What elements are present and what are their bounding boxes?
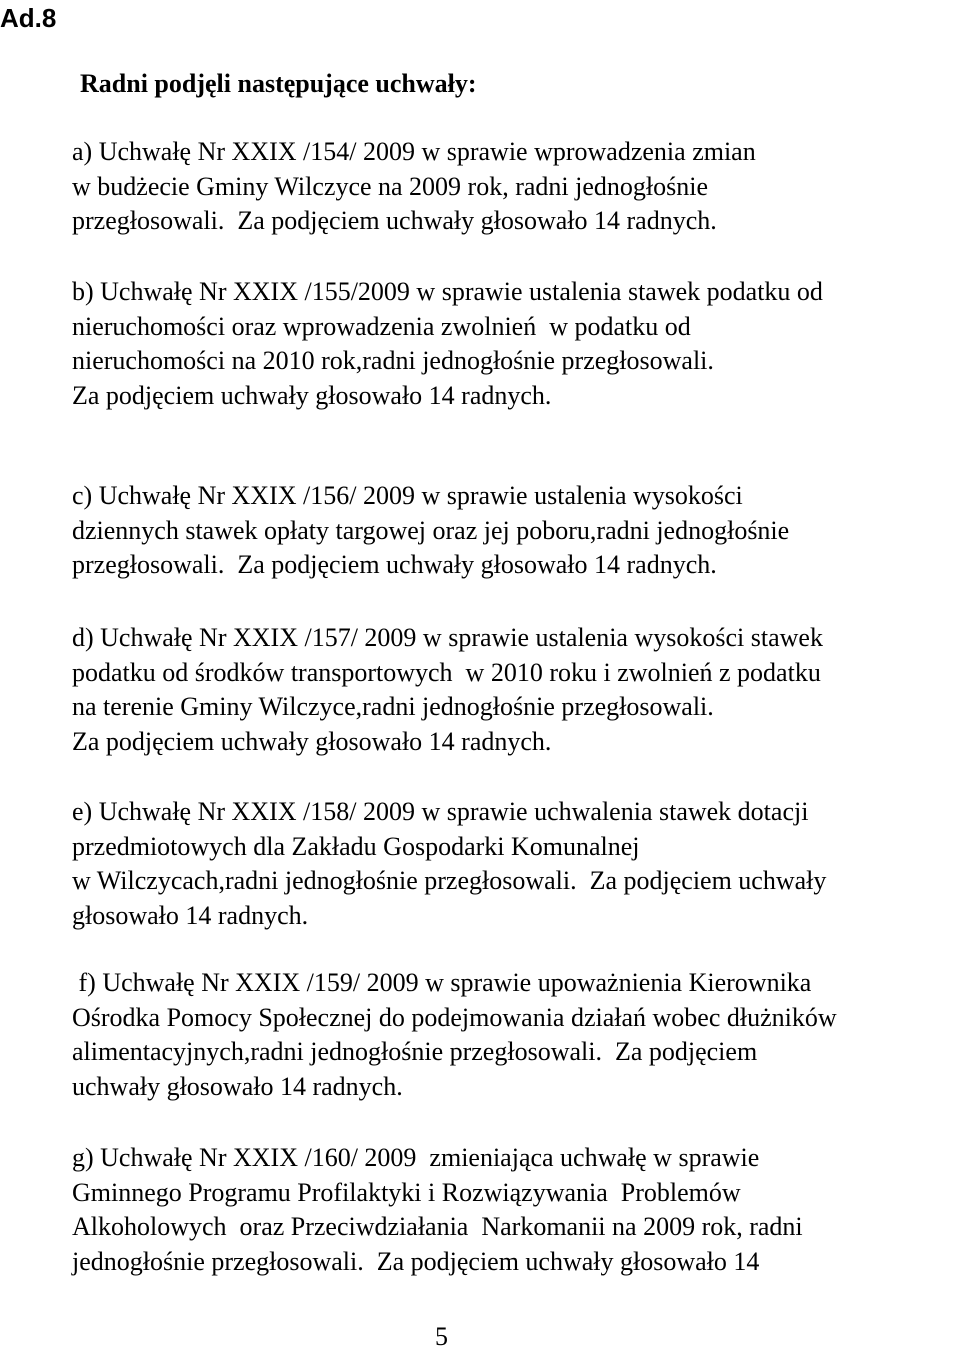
paragraph-line: f) Uchwałę Nr XXIX /159/ 2009 w sprawie upoważnienia Kierownika xyxy=(72,968,812,997)
paragraph-line: Gminnego Programu Profilaktyki i Rozwiązywania Problemów xyxy=(72,1177,741,1207)
paragraph-line: przegłosowali. Za podjęciem uchwały głosowało 14 radnych. xyxy=(72,206,717,235)
paragraph-line: nieruchomości na 2010 rok,radni jednogłośnie przegłosowali. xyxy=(72,346,714,375)
paragraph-line: nieruchomości oraz wprowadzenia zwolnień w podatku od xyxy=(72,311,691,341)
section-title: Radni podjęli następujące uchwały: xyxy=(80,69,477,98)
paragraph-line: g) Uchwałę Nr XXIX /160/ 2009 zmieniająca uchwałę w sprawie xyxy=(72,1143,760,1172)
paragraph-line: Alkoholowych oraz Przeciwdziałania Narkomanii na 2009 rok, radni xyxy=(72,1212,803,1241)
resolution-paragraph-d xyxy=(72,621,960,759)
resolution-paragraph-c xyxy=(72,479,960,583)
paragraph-line: na terenie Gminy Wilczyce,radni jednogłośnie przegłosowali. xyxy=(72,692,714,721)
resolution-paragraph-f xyxy=(72,966,960,1104)
paragraph-line: jednogłośnie przegłosowali. Za podjęciem uchwały głosowało 14 xyxy=(72,1246,760,1276)
resolution-paragraph-e xyxy=(72,795,960,933)
paragraph-line: głosowało 14 radnych. xyxy=(72,900,309,930)
resolution-paragraph-a xyxy=(72,135,960,239)
paragraph-line: a) Uchwałę Nr XXIX /154/ 2009 w sprawie wprowadzenia zmian xyxy=(72,137,756,166)
paragraph-line: dziennych stawek opłaty targowej oraz jej poboru,radni jednogłośnie xyxy=(72,515,790,545)
paragraph-line: c) Uchwałę Nr XXIX /156/ 2009 w sprawie ustalenia wysokości xyxy=(72,481,743,510)
paragraph-line: podatku od środków transportowych w 2010 roku i zwolnień z podatku xyxy=(72,657,821,687)
agenda-item-heading: Ad.8 xyxy=(0,3,57,33)
paragraph-line: e) Uchwałę Nr XXIX /158/ 2009 w sprawie uchwalenia stawek dotacji xyxy=(72,797,809,826)
paragraph-line: uchwały głosowało 14 radnych. xyxy=(72,1071,403,1101)
page-number: 5 xyxy=(435,1322,448,1351)
paragraph-line: b) Uchwałę Nr XXIX /155/2009 w sprawie ustalenia stawek podatku od xyxy=(72,277,823,306)
paragraph-line: przedmiotowych dla Zakładu Gospodarki Komunalnej xyxy=(72,831,640,861)
resolution-paragraph-b xyxy=(72,275,960,413)
paragraph-line: Za podjęciem uchwały głosowało 14 radnych. xyxy=(72,726,552,756)
paragraph-line: przegłosowali. Za podjęciem uchwały głosowało 14 radnych. xyxy=(72,550,717,579)
paragraph-line: w budżecie Gminy Wilczyce na 2009 rok, radni jednogłośnie xyxy=(72,171,709,201)
paragraph-line: Ośrodka Pomocy Społecznej do podejmowania działań wobec dłużników xyxy=(72,1002,837,1032)
resolution-paragraph-g xyxy=(72,1141,960,1279)
paragraph-line: w Wilczycach,radni jednogłośnie przegłosowali. Za podjęciem uchwały xyxy=(72,866,827,895)
paragraph-line: alimentacyjnych,radni jednogłośnie przegłosowali. Za podjęciem xyxy=(72,1037,758,1066)
paragraph-line: Za podjęciem uchwały głosowało 14 radnych. xyxy=(72,380,552,410)
paragraph-line: d) Uchwałę Nr XXIX /157/ 2009 w sprawie ustalenia wysokości stawek xyxy=(72,623,823,652)
